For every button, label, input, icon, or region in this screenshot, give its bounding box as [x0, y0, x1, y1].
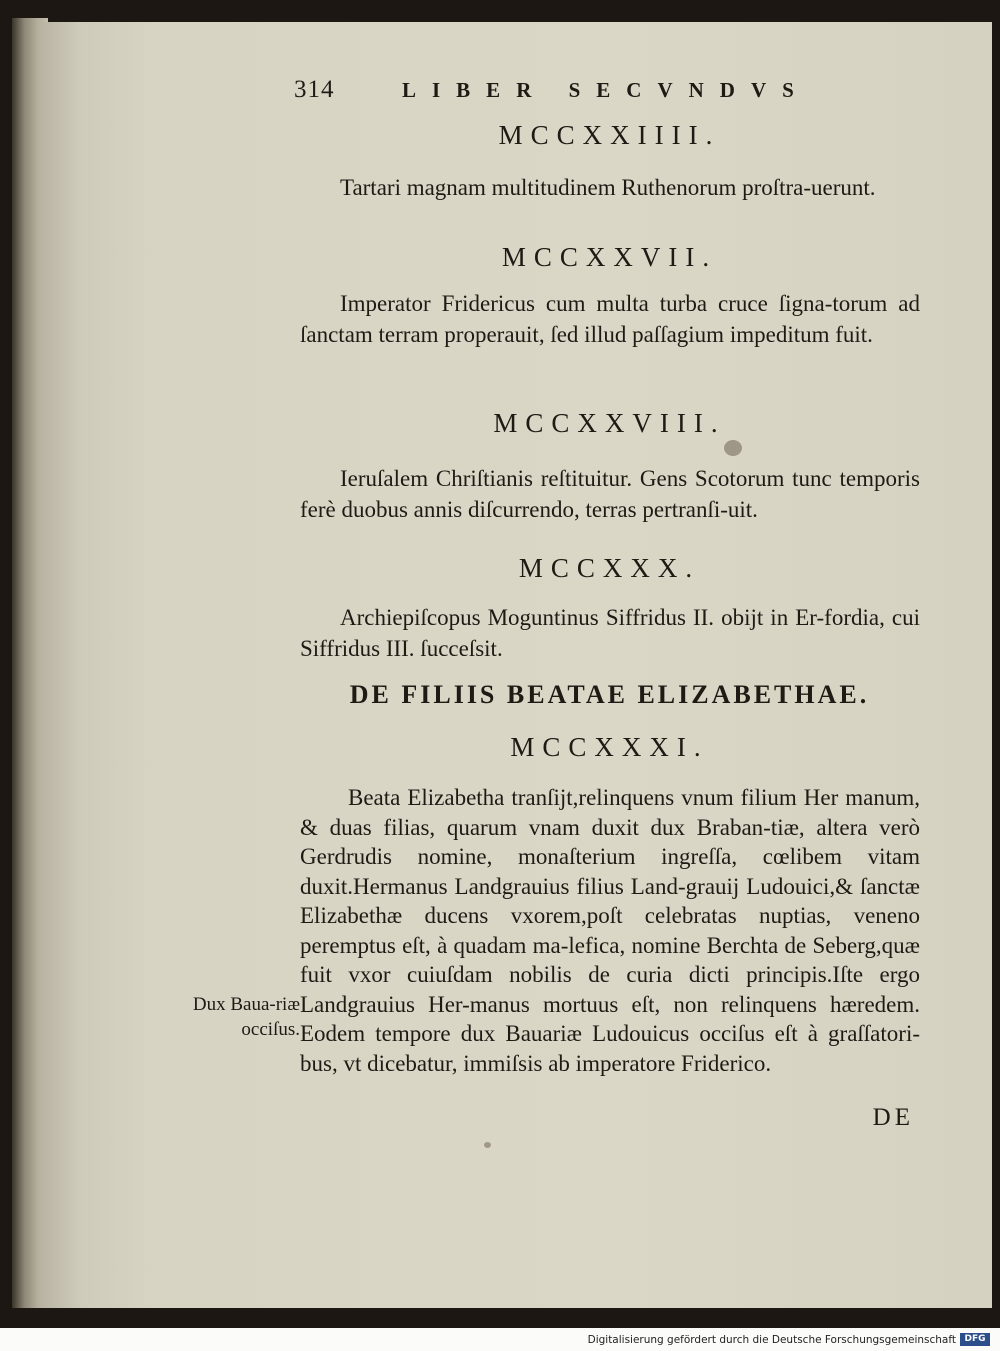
entry-paragraph: Tartari magnam multitudinem Ruthenorum proſtra-uerunt.: [340, 175, 876, 200]
year-heading: MCCXXIIII.: [498, 120, 721, 150]
year-heading: MCCXXVII.: [501, 242, 718, 272]
section-title: DE FILIIS BEATAE ELIZABETHAE.: [349, 680, 870, 709]
ink-stain: [724, 440, 742, 456]
running-head: LIBER SECVNDVS: [402, 78, 810, 102]
entry-paragraph: Imperator Fridericus cum multa turba cruce ſigna-torum ad ſanctam terram properauit, ſed illud paſſagium impeditum fuit.: [300, 291, 920, 347]
dfg-logo: DFG: [960, 1333, 990, 1346]
funding-credit: Digitalisierung gefördert durch die Deutsche Forschungsgemeinschaft: [587, 1334, 956, 1346]
year-heading: MCCXXXI.: [510, 732, 709, 762]
page-header: [294, 72, 854, 112]
year-heading: MCCXXX.: [518, 553, 701, 583]
footer-bar: [0, 1328, 1000, 1351]
book-page: [42, 22, 992, 1308]
year-heading: MCCXXVIII.: [493, 408, 726, 438]
page-number: 314: [294, 76, 335, 103]
section-paragraph: Beata Elizabetha tranſijt,relinquens vnum filium Her manum, & duas filias, quarum vnam duxit dux Braban-tiæ, altera verò Gerdrudis nomine, monaſterium ingreſſa, cœlibem vitam duxit.Hermanus Landgrauius filius Land-grauij Ludouici,& ſanctæ Elizabethæ ducens vxorem,poſt celebratas nuptias, veneno peremptus eſt, à quadam ma-lefica, nomine Berchta de Seberg,quæ fuit vxor cuiuſdam nobilis de curia dicti principis.Iſte ergo Landgrauius Her-manus mortuus eſt, non relinquens hæredem. Eodem tempore dux Bauariæ Ludouicus occiſus eſt à graſſatori-bus, vt dicebatur, immiſsis ab imperatore Friderico.: [300, 785, 920, 1076]
paper-spot: [484, 1142, 491, 1148]
entry-paragraph: Ieruſalem Chriſtianis reſtituitur. Gens Scotorum tunc temporis ferè duobus annis diſcurrendo, terras pertranſi-uit.: [300, 466, 920, 522]
margin-note: Dux Baua-riæ occiſus.: [192, 994, 300, 1040]
entry-paragraph: Archiepiſcopus Moguntinus Siffridus II. obijt in Er-fordia, cui Siffridus III. ſucceſsit.: [300, 605, 920, 661]
catchword: DE: [872, 1104, 914, 1131]
